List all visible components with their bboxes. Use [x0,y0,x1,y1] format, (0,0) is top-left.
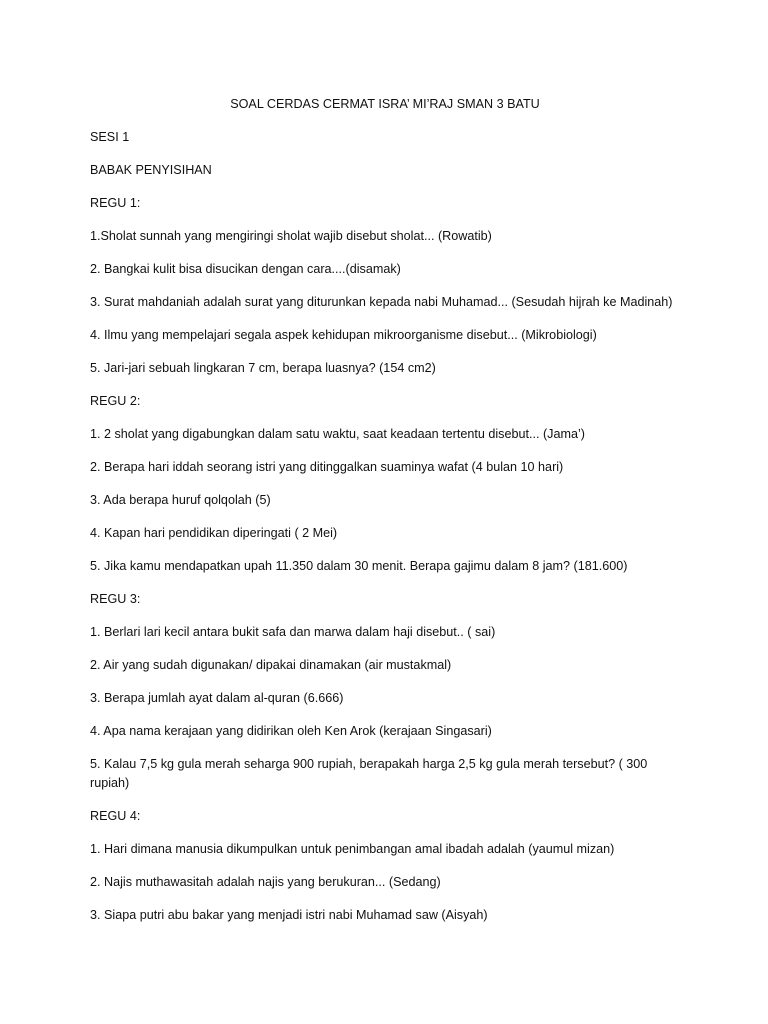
team-heading: REGU 3: [90,592,141,606]
session-label: SESI 1 [90,130,130,144]
question-item: 5. Jika kamu mendapatkan upah 11.350 dalam 30 menit. Berapa gajimu dalam 8 jam? (181.600) [90,559,628,573]
question-item: 2. Bangkai kulit bisa disucikan dengan cara....(disamak) [90,262,401,276]
question-item: 1.Sholat sunnah yang mengiringi sholat wajib disebut sholat... (Rowatib) [90,229,492,243]
document-body [90,95,680,939]
question-item: 3. Surat mahdaniah adalah surat yang diturunkan kepada nabi Muhamad... (Sesudah hijrah ke Madinah) [90,295,673,309]
team-heading: REGU 4: [90,809,141,823]
question-item: 4. Kapan hari pendidikan diperingati ( 2 Mei) [90,526,338,540]
round-label: BABAK PENYISIHAN [90,163,212,177]
team-heading: REGU 1: [90,196,141,210]
question-item: 3. Siapa putri abu bakar yang menjadi istri nabi Muhamad saw (Aisyah) [90,908,488,922]
question-item: 2. Berapa hari iddah seorang istri yang ditinggalkan suaminya wafat (4 bulan 10 hari) [90,460,564,474]
question-item: 3. Berapa jumlah ayat dalam al-quran (6.666) [90,691,344,705]
question-item: 2. Najis muthawasitah adalah najis yang berukuran... (Sedang) [90,875,441,889]
question-item: 1. 2 sholat yang digabungkan dalam satu waktu, saat keadaan tertentu disebut... (Jama’) [90,427,585,441]
question-item: 5. Kalau 7,5 kg gula merah seharga 900 rupiah, berapakah harga 2,5 kg gula merah tersebut? ( 300 rupiah) [90,757,648,790]
question-item: 5. Jari-jari sebuah lingkaran 7 cm, berapa luasnya? (154 cm2) [90,361,436,375]
question-item: 1. Hari dimana manusia dikumpulkan untuk penimbangan amal ibadah adalah (yaumul mizan) [90,842,615,856]
document-title: SOAL CERDAS CERMAT ISRA’ MI’RAJ SMAN 3 BATU [230,97,540,111]
question-item: 1. Berlari lari kecil antara bukit safa dan marwa dalam haji disebut.. ( sai) [90,625,496,639]
question-item: 2. Air yang sudah digunakan/ dipakai dinamakan (air mustakmal) [90,658,452,672]
question-item: 4. Ilmu yang mempelajari segala aspek kehidupan mikroorganisme disebut... (Mikrobiologi) [90,328,597,342]
question-item: 3. Ada berapa huruf qolqolah (5) [90,493,271,507]
team-heading: REGU 2: [90,394,141,408]
question-item: 4. Apa nama kerajaan yang didirikan oleh Ken Arok (kerajaan Singasari) [90,724,492,738]
